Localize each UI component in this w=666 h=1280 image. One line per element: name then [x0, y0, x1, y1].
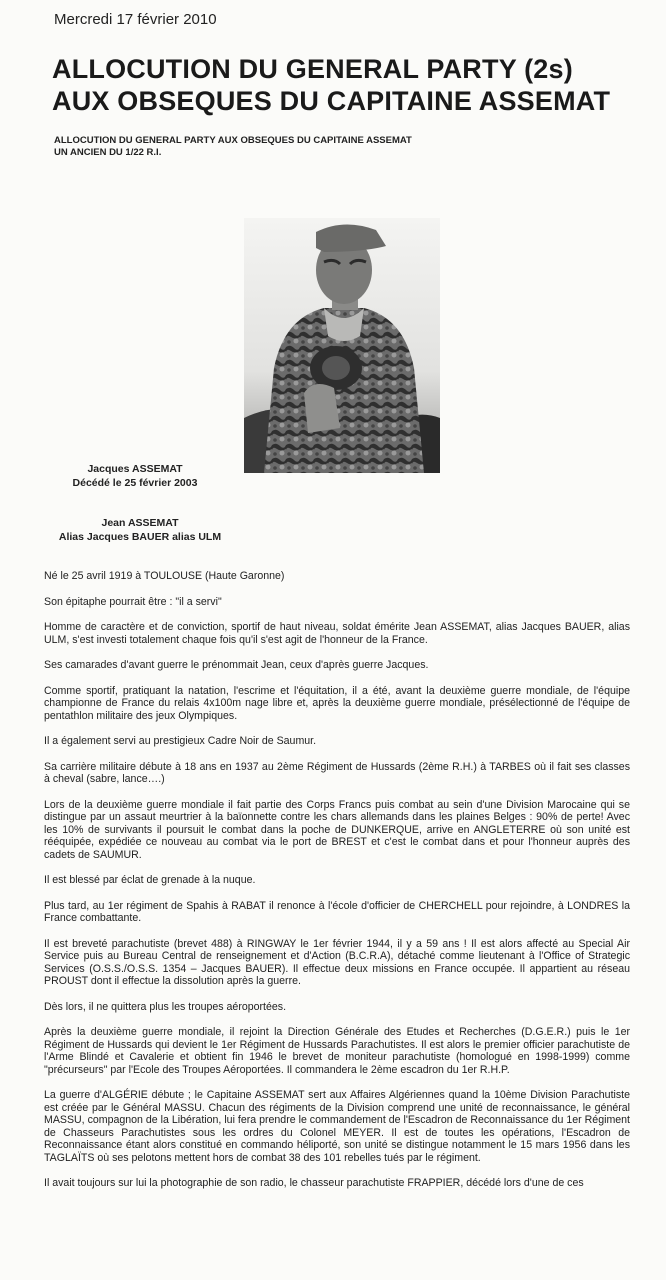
alias-caption	[40, 516, 240, 544]
paragraph: Il est breveté parachutiste (brevet 488) à RINGWAY le 1er février 1944, il y a 59 ans ! Il est alors affecté au Special Air Service puis au Bureau Central de renseignement et d'Action (B.C.R.A), détaché comme lieutenant à l'Office of Strategic Services (O.S.S./O.S.S. 1354 – Jacques BAUER). Il effectue deux missions en France occupée. Il appartient au réseau PROUST dont il effectue la dissolution après la guerre.	[44, 937, 630, 987]
paragraph: Né le 25 avril 1919 à TOULOUSE (Haute Garonne)	[44, 570, 285, 582]
portrait-caption	[55, 462, 215, 490]
article-subtitle	[54, 135, 412, 159]
paragraph: Après la deuxième guerre mondiale, il rejoint la Direction Générale des Etudes et Recherches (D.G.E.R.) puis le 1er Régiment de Hussards qui devient le 1er Régiment de Hussards Parachutistes. Il est alors le premier officier parachutiste de l'Arme Blindé et Cavalerie et obtient fin 1946 le brevet de moniteur parachutiste (homologué en 1998-1999) comme "précurseurs" par l'Ecole des Troupes Aéroportées. Il commandera le 2ème escadron du 1er R.H.P.	[44, 1026, 630, 1076]
paragraph: Il a également servi au prestigieux Cadre Noir de Saumur.	[44, 735, 317, 747]
caption-real-name: Jean ASSEMAT	[101, 517, 179, 529]
subtitle-line-1: ALLOCUTION DU GENERAL PARTY AUX OBSEQUES DU CAPITAINE ASSEMAT	[54, 135, 412, 146]
paragraph: Plus tard, au 1er régiment de Spahis à RABAT il renonce à l'école d'officier de CHERCHELL pour rejoindre, à LONDRES la France combattante.	[44, 899, 630, 924]
caption-alias: Alias Jacques BAUER alias ULM	[58, 531, 222, 543]
caption-death: Décédé le 25 février 2003	[72, 477, 198, 489]
caption-name: Jacques ASSEMAT	[87, 463, 183, 475]
article-title	[52, 53, 610, 117]
soldier-portrait-photo	[244, 218, 440, 473]
paragraph: Son épitaphe pourrait être : "il a servi"	[44, 595, 222, 608]
article-body	[44, 570, 630, 1203]
paragraph: Sa carrière militaire débute à 18 ans en 1937 au 2ème Régiment de Hussards (2ème R.H.) à TARBES où il fait ses classes à cheval (sabre, lance….)	[44, 760, 630, 785]
paragraph: Il est blessé par éclat de grenade à la nuque.	[44, 874, 256, 886]
subtitle-line-2: UN ANCIEN DU 1/22 R.I.	[54, 147, 162, 158]
title-line-2: AUX OBSEQUES DU CAPITAINE ASSEMAT	[52, 86, 611, 116]
paragraph: Ses camarades d'avant guerre le prénommait Jean, ceux d'après guerre Jacques.	[44, 659, 429, 671]
paragraph: Comme sportif, pratiquant la natation, l'escrime et l'équitation, il a été, avant la deuxième guerre mondiale, de l'équipe championne de France du relais 4x100m nage libre et, après la deuxième guerre mondiale, présélectionné de l'équipe de pentathlon militaire des jeux Olympiques.	[44, 684, 630, 722]
paragraph: Dès lors, il ne quittera plus les troupes aéroportées.	[44, 1000, 287, 1013]
paragraph: Il avait toujours sur lui la photographie de son radio, le chasseur parachutiste FRAPPIER, décédé lors d'une de ces	[44, 1177, 584, 1189]
paragraph: Homme de caractère et de conviction, sportif de haut niveau, soldat émérite Jean ASSEMAT, alias Jacques BAUER, alias ULM, s'est investi totalement chaque fois qu'il s'est agit de l'honneur de la France.	[44, 621, 630, 646]
title-line-1: ALLOCUTION DU GENERAL PARTY (2s)	[52, 54, 573, 84]
article-date: Mercredi 17 février 2010	[54, 11, 217, 28]
paragraph: La guerre d'ALGÉRIE débute ; le Capitaine ASSEMAT sert aux Affaires Algériennes quand la 10ème Division Parachutiste est créée par le Général MASSU. Chacun des régiments de la Division comprend une unité de reconnaissance, le général MASSU, compagnon de la Libération, lui fera prendre le commandement de l'Escadron de Reconnaissance du 1er Régiment de Chasseurs Parachutistes sous les ordres du Colonel MEYER. Il est de toutes les opérations, l'Escadron de Reconnaissance étant alors constitué en commando héliporté, son unité se distingue notamment le 15 mars 1956 dans les TAGLAÏTS où ses pelotons mettent hors de combat 38 des 101 rebelles tués par le régiment.	[44, 1089, 630, 1164]
paragraph: Lors de la deuxième guerre mondiale il fait partie des Corps Francs puis combat au sein d'une Division Marocaine qui se distingue par un assaut meurtrier à la baïonnette contre les chars allemands dans les plaines Belges : 90% de perte! Avec les 10% de survivants il poursuit le combat dans la poche de DUNKERQUE, arrive en ANGLETERRE où son unité est rééquipée, expédiée ce nouveau au combat via le port de BREST et c'est le combat dans et pour l'honneur auprès des cadets de SAUMUR.	[44, 798, 630, 861]
